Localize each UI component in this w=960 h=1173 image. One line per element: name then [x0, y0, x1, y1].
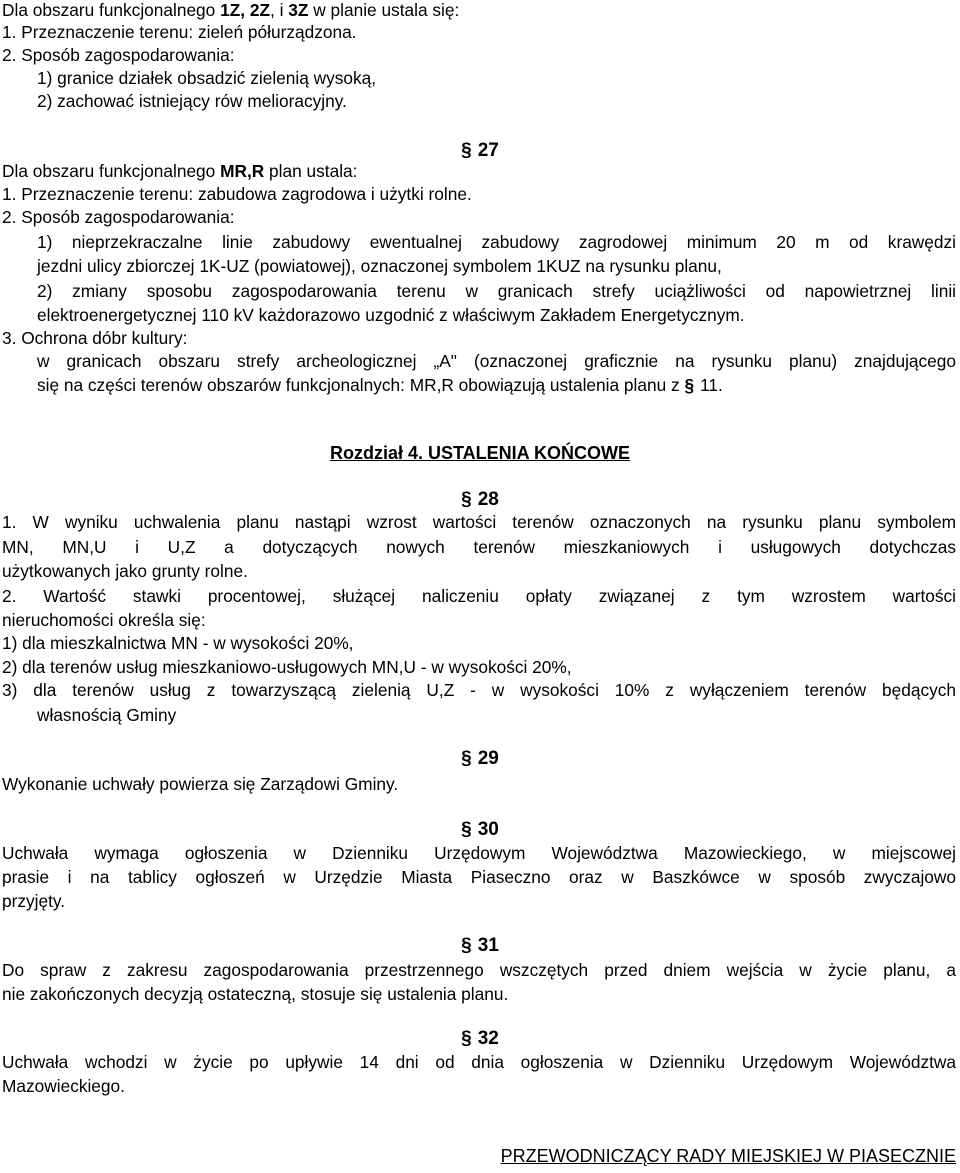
text-line: Wykonanie uchwały powierza się Zarządowi Gminy.: [2, 774, 399, 794]
text-line: Mazowieckiego.: [2, 1076, 125, 1096]
text-line: 2) zachować istniejący rów melioracyjny.: [37, 91, 347, 111]
text-line: 1. Przeznaczenie terenu: zieleń półurządzona.: [2, 22, 357, 42]
section-sign-icon: §: [461, 489, 472, 510]
text-line: 2) zmiany sposobu zagospodarowania terenu w granicach strefy uciążliwości od napowietrznej linii: [37, 281, 956, 301]
paragraph-heading-32: § 32: [461, 1028, 499, 1049]
paragraph-heading-30: § 30: [461, 819, 499, 840]
text-line: Dla obszaru funkcjonalnego 1Z, 2Z, i 3Z w planie ustala się:: [2, 0, 460, 20]
section-sign-icon: §: [461, 140, 472, 161]
text-line: w granicach obszaru strefy archeologicznej „A" (oznaczonej graficznie na rysunku planu) znajdującego: [37, 351, 956, 371]
section-sign-icon: §: [461, 1028, 472, 1049]
text-line: Uchwała wchodzi w życie po upływie 14 dni od dnia ogłoszenia w Dzienniku Urzędowym Województwa: [2, 1052, 956, 1072]
text-line: 2. Sposób zagospodarowania:: [2, 45, 235, 65]
text-line: Dla obszaru funkcjonalnego MR,R plan ustala:: [2, 161, 358, 181]
text-line: się na części terenów obszarów funkcjonalnych: MR,R obowiązują ustalenia planu z § 11.: [37, 375, 723, 395]
text-line: 1) nieprzekraczalne linie zabudowy ewentualnej zabudowy zagrodowej minimum 20 m od krawędzi: [37, 232, 956, 252]
text-line: nie zakończonych decyzją ostateczną, stosuje się ustalenia planu.: [2, 984, 509, 1004]
text-line: 1. Przeznaczenie terenu: zabudowa zagrodowa i użytki rolne.: [2, 184, 472, 204]
text-line: Uchwała wymaga ogłoszenia w Dzienniku Urzędowym Województwa Mazowieckiego, w miejscowej: [2, 843, 956, 863]
text-line: 2. Wartość stawki procentowej, służącej naliczeniu opłaty związanej z tym wzrostem wartości: [2, 586, 956, 606]
text-line: prasie i na tablicy ogłoszeń w Urzędzie Miasta Piaseczno oraz w Baszkówce w sposób zwyczajowo: [2, 867, 956, 887]
section-sign-icon: §: [461, 819, 472, 840]
text-line: 3. Ochrona dóbr kultury:: [2, 328, 188, 348]
text-line: 1. W wyniku uchwalenia planu nastąpi wzrost wartości terenów oznaczonych na rysunku planu symbolem: [2, 512, 956, 532]
paragraph-heading-31: § 31: [461, 935, 499, 956]
section-sign-icon: §: [461, 935, 472, 956]
text-line: Do spraw z zakresu zagospodarowania przestrzennego wszczętych przed dniem wejścia w życie planu, a: [2, 960, 956, 980]
text-line: 1) dla mieszkalnictwa MN - w wysokości 20%,: [2, 633, 354, 653]
paragraph-heading-28: § 28: [461, 489, 499, 510]
paragraph-heading-29: § 29: [461, 748, 499, 769]
text-line: własnością Gminy: [37, 705, 177, 725]
section-sign-icon: §: [684, 375, 695, 395]
text-line: przyjęty.: [2, 891, 66, 911]
text-line: elektroenergetycznej 110 kV każdorazowo uzgodnić z właściwym Zakładem Energetycznym.: [37, 305, 745, 325]
text-line: 3) dla terenów usług z towarzyszącą zielenią U,Z - w wysokości 10% z wyłączeniem terenów będących: [2, 680, 956, 700]
text-line: 1) granice działek obsadzić zielenią wysoką,: [37, 68, 377, 88]
paragraph-heading-27: § 27: [461, 140, 499, 161]
text-line: nieruchomości określa się:: [2, 610, 206, 630]
chapter-title: Rozdział 4. USTALENIA KOŃCOWE: [329, 443, 630, 463]
signature-line: PRZEWODNICZĄCY RADY MIEJSKIEJ W PIASECZNIE: [500, 1146, 956, 1166]
section-sign-icon: §: [461, 748, 472, 769]
text-line: 2. Sposób zagospodarowania:: [2, 207, 235, 227]
text-line: MN, MN,U i U,Z a dotyczących nowych terenów mieszkaniowych i usługowych dotychczas: [2, 537, 956, 557]
text-line: jezdni ulicy zbiorczej 1K-UZ (powiatowej), oznaczonej symbolem 1KUZ na rysunku planu,: [37, 256, 722, 276]
text-line: 2) dla terenów usług mieszkaniowo-usługowych MN,U - w wysokości 20%,: [2, 657, 572, 677]
text-line: użytkowanych jako grunty rolne.: [2, 561, 248, 581]
